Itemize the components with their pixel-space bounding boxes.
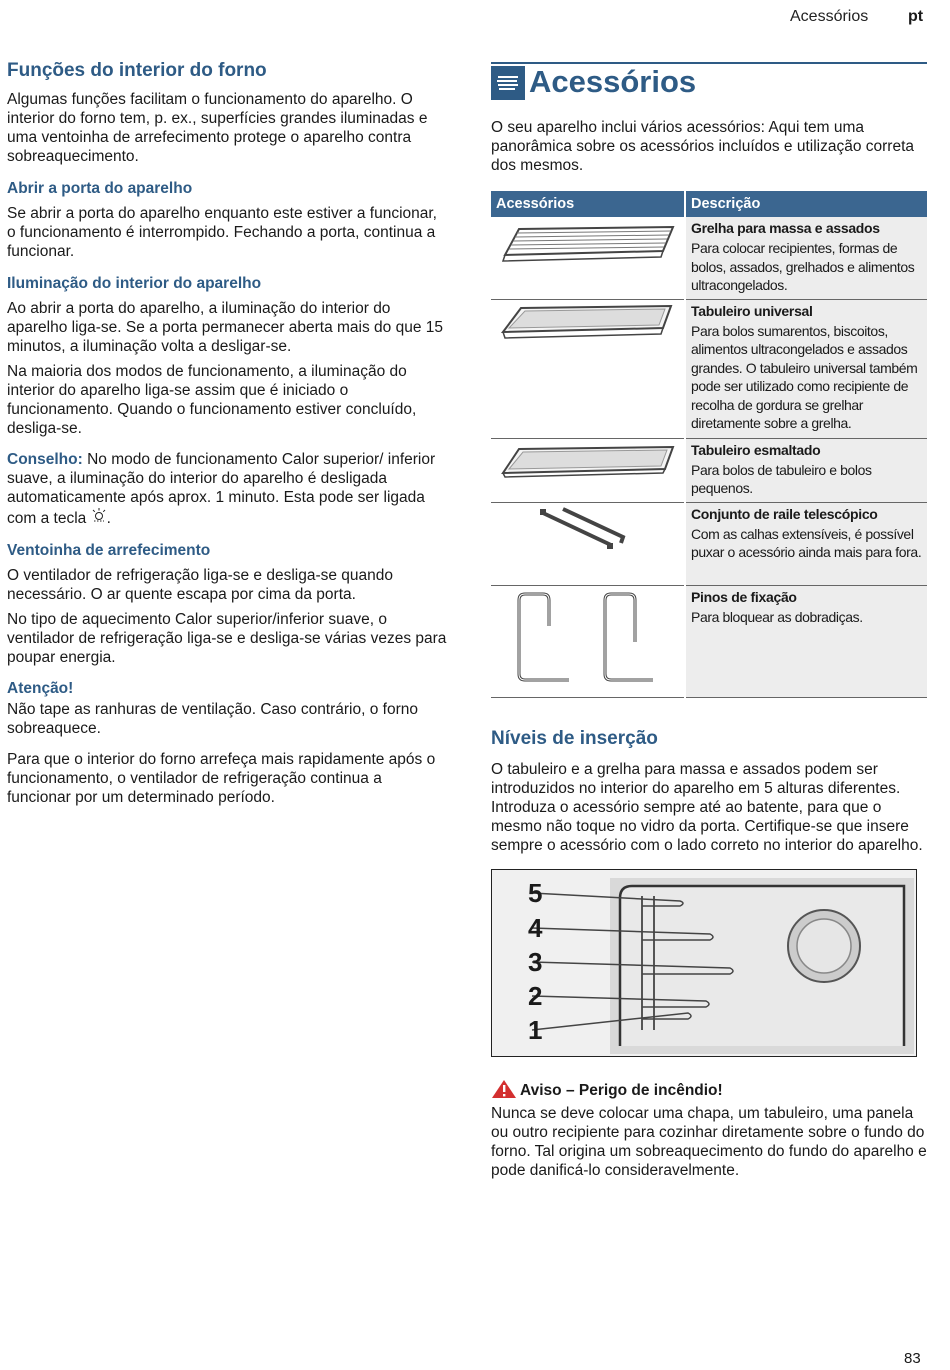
level-1-label: 1 [528,1014,543,1045]
item-description: Com as calhas extensíveis, é possível puxar o acessório ainda mais para fora. [691,525,922,560]
tip-paragraph [7,450,447,528]
insertion-levels-title: Níveis de inserção [491,727,658,749]
open-door-text: Se abrir a porta do aparelho enquanto este estiver a funcionar, o funcionamento é interrompido. Fechando a porta, continua a funcionar. [7,205,437,260]
fan-heading: Ventoinha de arrefecimento [7,542,211,559]
item-description: Para colocar recipientes, formas de bolos, assados, grelhados e alimentos ultracongelados. [691,240,915,293]
tip-text: No modo de funcionamento Calor superior/ inferior suave, a iluminação do interior do aparelho é desligada automaticamente após aprox. 1 minuto. Esta pode ser ligada com a tecla [7,451,436,527]
item-description: Para bolos de tabuleiro e bolos pequenos. [691,461,872,496]
attention-label: Atenção! [7,680,74,697]
item-name: Conjunto de raile telescópico [691,505,878,522]
table-row [491,217,927,299]
item-name: Tabuleiro esmaltado [691,441,821,458]
warning-text: Nunca se deve colocar uma chapa, um tabuleiro, uma panela ou outro recipiente para cozinhar diretamente sobre o fundo do forno. Tal origina um sobreaquecimento do fundo do aparelho e pode danificá-lo consideravelmente. [491,1104,927,1179]
page-number: 83 [904,1350,921,1367]
item-name: Grelha para massa e assados [691,220,880,236]
oven-levels-diagram [491,869,917,1057]
table-row [491,438,927,502]
level-5-label: 5 [528,877,543,908]
level-3-label: 3 [528,946,543,977]
table-row [491,502,927,585]
fan-text-2: No tipo de aquecimento Calor superior/inferior suave, o ventilador de refrigeração liga-se e desliga-se várias vezes para poupar energia. [7,611,447,666]
lighting-heading: Iluminação do interior do aparelho [7,275,262,292]
left-column [7,60,447,813]
accessories-intro: O seu aparelho inclui vários acessórios: Aqui tem uma panorâmica sobre os acessórios incluídos e utilização correta dos mesmos. [491,119,915,174]
lighting-text-2: Na maioria dos modos de funcionamento, a iluminação do interior do aparelho liga-se assim que é iniciado o funcionamento. Quando o funcionamento estiver concluído, desliga-se. [7,363,417,437]
right-column [491,62,927,1186]
open-door-heading: Abrir a porta do aparelho [7,180,193,197]
item-description: Para bloquear as dobradiças. [691,608,863,625]
accessories-box-icon [491,66,525,100]
table-row [491,585,927,697]
telescopic-rails-icon [491,502,685,585]
level-2-label: 2 [528,980,543,1011]
enamel-tray-icon [491,438,685,502]
table-header-description: Descrição [685,191,927,217]
insertion-levels-text: O tabuleiro e a grelha para massa e assados podem ser introduzidos no interior do aparelho em 5 alturas diferentes. Introduza o acessório sempre até ao batente, para que o mesmo não toque no vidro da porta. Certifique-se que insere sempre o acessório com o lado correto no interior do aparelho. [491,760,923,854]
fan-text-3: Para que o interior do forno arrefeça mais rapidamente após o funcionamento, o ventilador de refrigeração continua a funcionar por um determinado período. [7,751,436,806]
table-header-accessories: Acessórios [491,191,685,217]
warning-triangle-icon [491,1079,517,1104]
wire-rack-icon [491,217,685,299]
accessories-table [491,191,927,698]
fixing-pins-icon [491,585,685,697]
universal-pan-icon [491,299,685,438]
accessories-title-bar [491,62,927,100]
warning-title: Aviso – Perigo de incêndio! [520,1082,723,1099]
header-language: pt [908,8,924,25]
header-section-title: Acessórios [790,8,869,25]
item-name: Tabuleiro universal [691,302,813,319]
tip-label: Conselho: [7,451,83,468]
table-row [491,299,927,438]
tip-end: . [106,510,111,527]
item-description: Para bolos sumarentos, biscoitos, alimentos ultracongelados e assados grandes. O tabuleiro universal também pode ser utilizado como recipiente de recolha de gordura se grelhar diretamente sobre a grelha. [691,322,918,431]
item-name: Pinos de fixação [691,588,797,605]
light-key-icon [91,507,107,528]
lighting-text-1: Ao abrir a porta do aparelho, a iluminação do interior do aparelho liga-se. Se a porta permanecer aberta mais do que 15 minutos, a iluminação volta a desligar-se. [7,300,443,355]
fan-text-1: O ventilador de refrigeração liga-se e desliga-se quando necessário. O ar quente escapa por cima da porta. [7,567,394,603]
fire-warning [491,1079,927,1180]
oven-functions-intro: Algumas funções facilitam o funcionamento do aparelho. O interior do forno tem, p. ex., superfícies grandes iluminadas e uma ventoinha de arrefecimento protege o aparelho contra sobreaquecimento. [7,91,428,165]
accessories-title: Acessórios [529,64,697,99]
attention-text: Não tape as ranhuras de ventilação. Caso contrário, o forno sobreaquece. [7,701,418,737]
oven-functions-title: Funções do interior do forno [7,60,267,81]
level-4-label: 4 [528,912,543,943]
